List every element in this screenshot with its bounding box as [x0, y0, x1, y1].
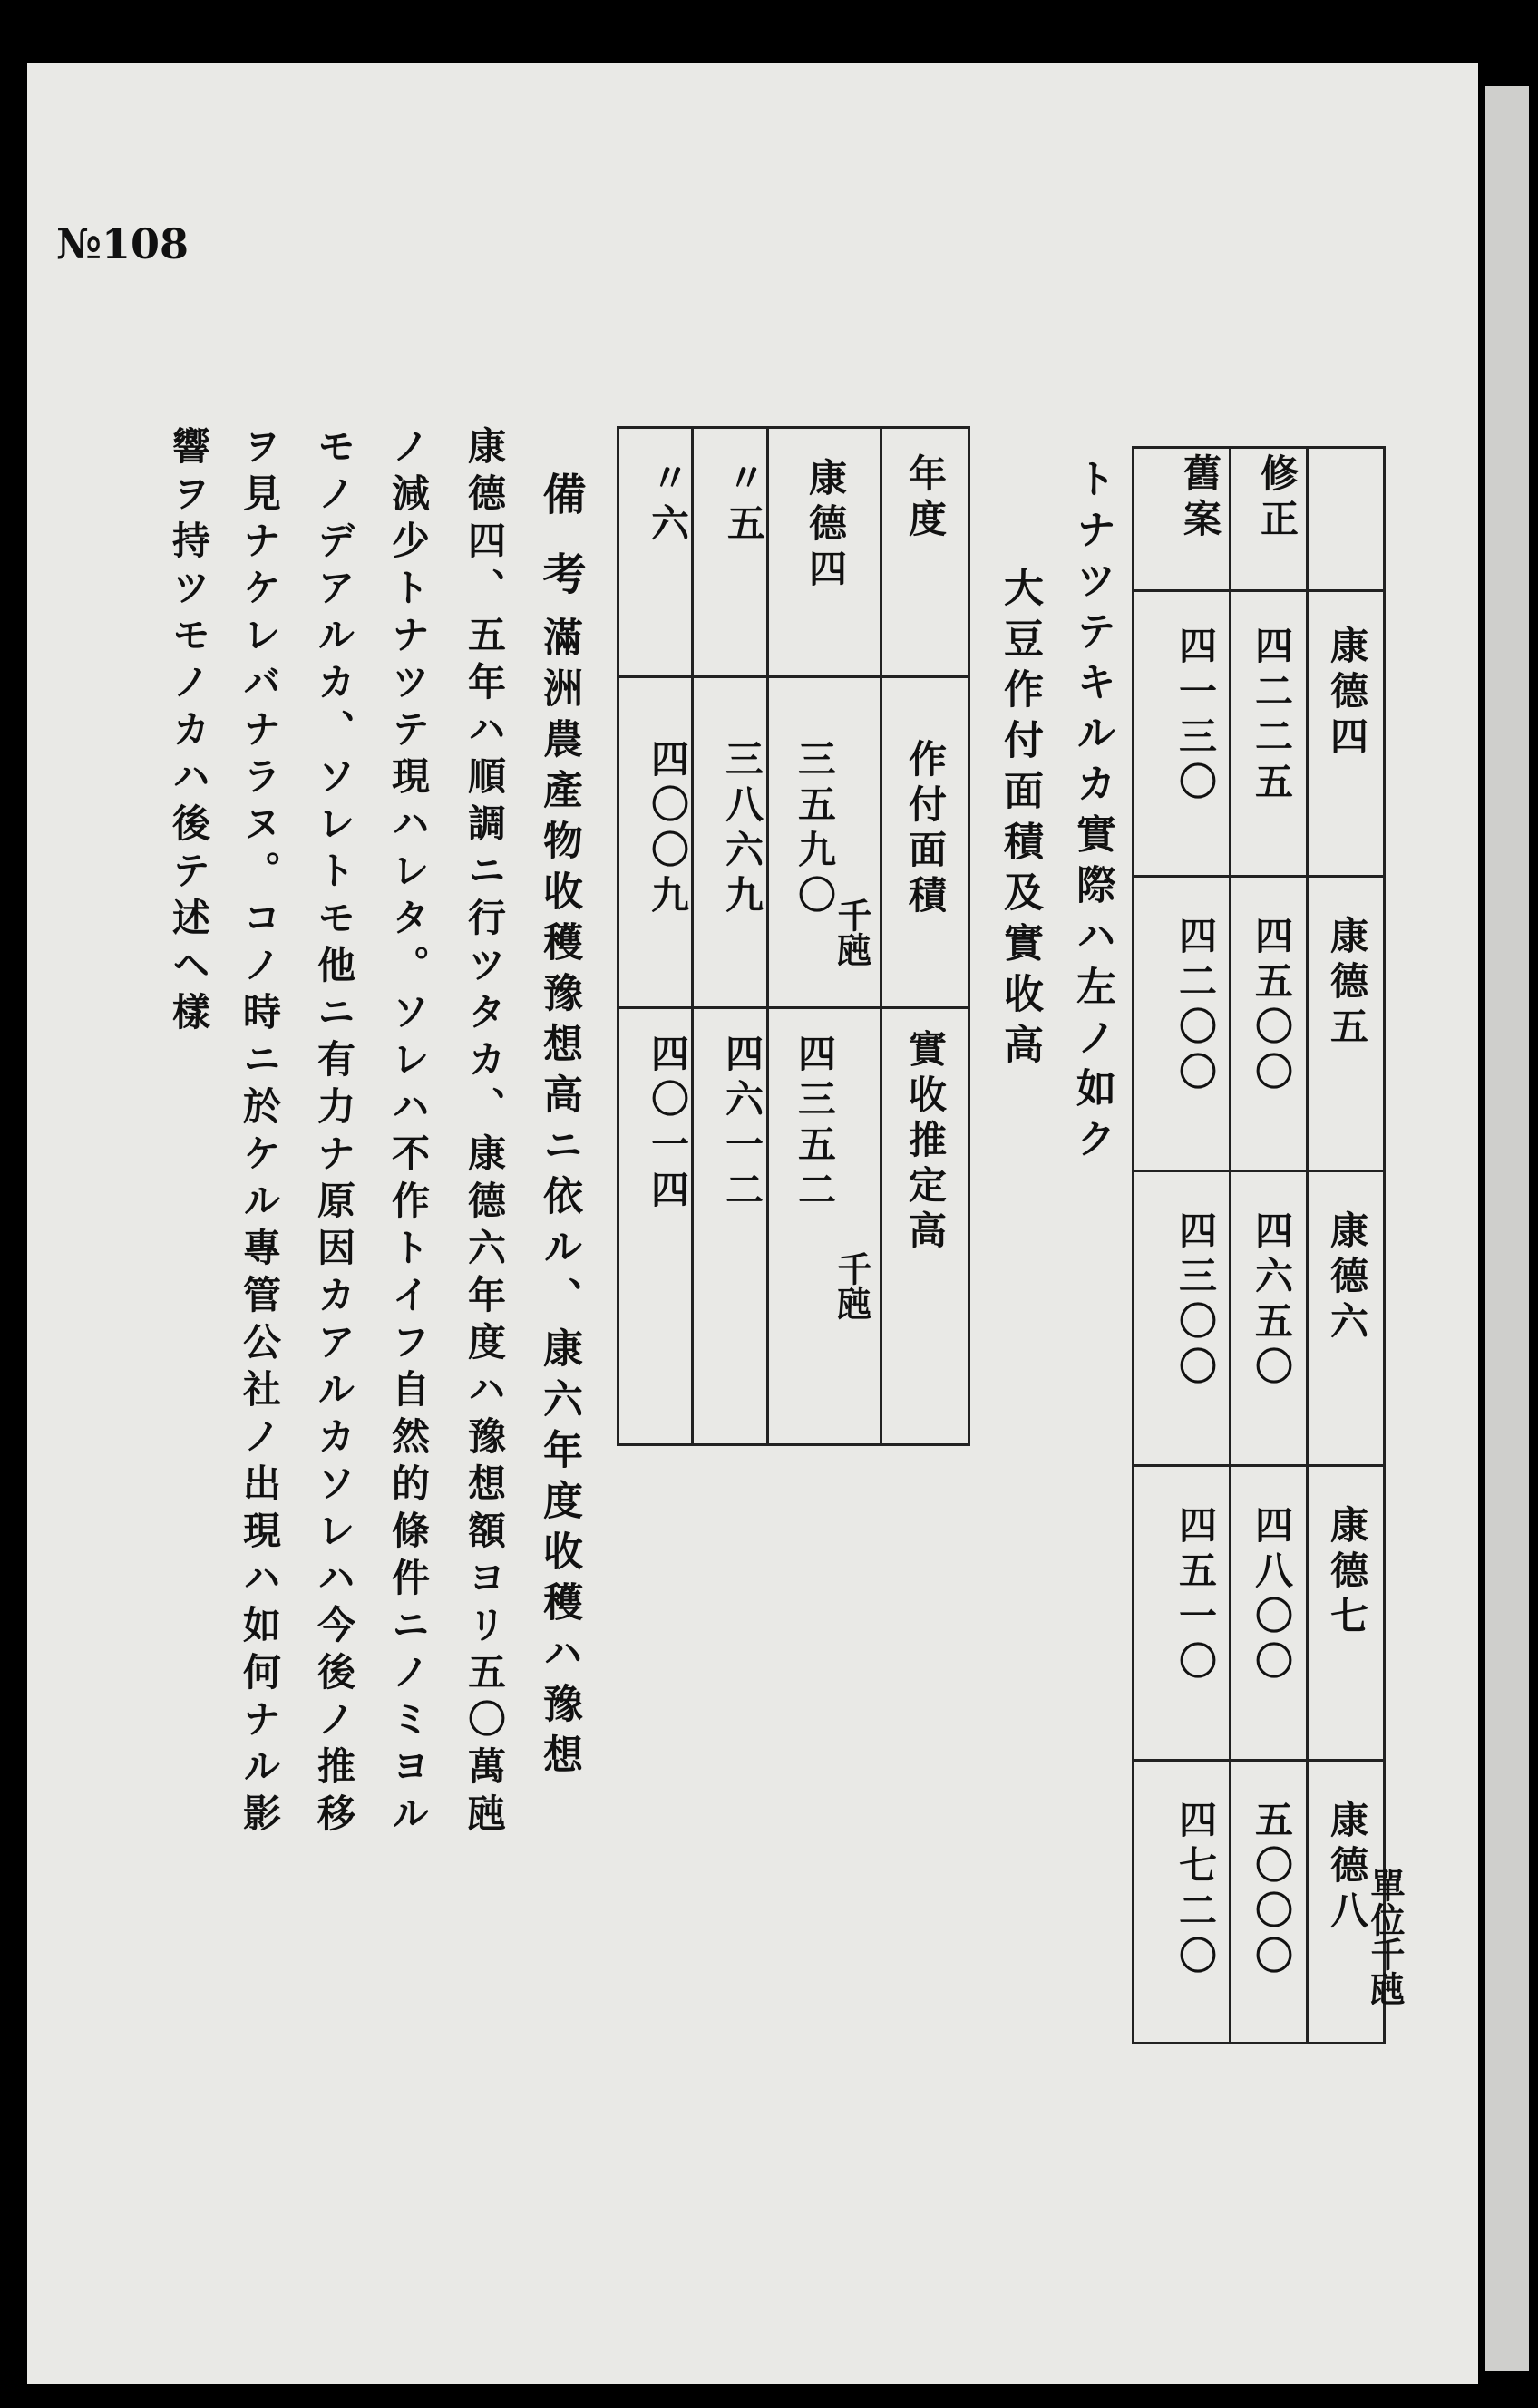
original-value: 四五一〇	[1173, 1505, 1218, 1686]
page-edge	[1485, 86, 1529, 2371]
year-header: 康德六	[1325, 1210, 1369, 1346]
remarks-line: モノデアルカ、ソレトモ他ニ有力ナ原因カアルカソレハ今後ノ推移	[312, 426, 356, 1840]
area-unit: 千瓲	[832, 898, 872, 966]
header-year: 年度	[903, 453, 948, 544]
revised-value: 四八〇〇	[1250, 1505, 1294, 1686]
original-value: 四二〇〇	[1173, 916, 1218, 1097]
area-cell: 三八六九	[720, 739, 764, 920]
remarks-line: 康德四、五年ハ順調ニ行ツタカ、康德六年度ハ豫想額ヨリ五〇萬瓲	[462, 426, 507, 1840]
year-header: 康德四	[1325, 626, 1369, 762]
year-cell: 康德四	[803, 458, 848, 594]
header-yield: 實收推定高	[903, 1029, 948, 1256]
remarks-line: ノ減少トナツテ現ハレタ。ソレハ不作トイフ自然的條件ニノミヨル	[386, 426, 431, 1840]
year-header: 康德八	[1325, 1800, 1369, 1936]
year-header: 康德五	[1325, 916, 1369, 1052]
row-header-original: 舊案	[1178, 453, 1222, 544]
yield-cell: 四〇一四	[646, 1034, 690, 1215]
area-cell: 四〇〇九	[646, 739, 690, 920]
yield-unit: 千瓲	[832, 1251, 872, 1320]
yield-cell: 四六一二	[720, 1034, 764, 1215]
intro-line: トナツテキルカ實際ハ左ノ如ク	[1069, 458, 1115, 1169]
remarks-line: 響ヲ持ツモノカハ後テ述ヘ樣	[167, 426, 211, 1039]
original-value: 四一三〇	[1173, 626, 1218, 807]
header-area: 作付面積	[903, 739, 948, 920]
area-cell: 三五九〇	[793, 739, 837, 920]
unit-label: 單位千瓲	[1365, 1868, 1406, 2005]
intro-line: 大豆作付面積及實收高	[997, 567, 1043, 1074]
revised-value: 四二二五	[1250, 626, 1294, 807]
remarks-line: 滿洲農產物收穫豫想高ニ依ル、康六年度收穫ハ豫想	[536, 617, 582, 1784]
yield-cell: 四三五二	[793, 1034, 837, 1215]
original-value: 四三〇〇	[1173, 1210, 1218, 1392]
year-cell: 〃五	[722, 458, 766, 549]
revised-value: 四六五〇	[1250, 1210, 1294, 1392]
page-number: №108	[56, 219, 190, 268]
revised-value: 五〇〇〇	[1250, 1800, 1294, 1981]
revised-value: 四五〇〇	[1250, 916, 1294, 1097]
row-header-revised: 修正	[1255, 453, 1300, 544]
year-header: 康德七	[1325, 1505, 1369, 1641]
remarks-line: ヲ見ナケレバナラヌ。コノ時ニ於ケル專管公社ノ出現ハ如何ナル影	[238, 426, 282, 1840]
original-value: 四七二〇	[1173, 1800, 1218, 1981]
remarks-heading: 備考	[535, 471, 586, 631]
year-cell: 〃六	[646, 458, 690, 549]
